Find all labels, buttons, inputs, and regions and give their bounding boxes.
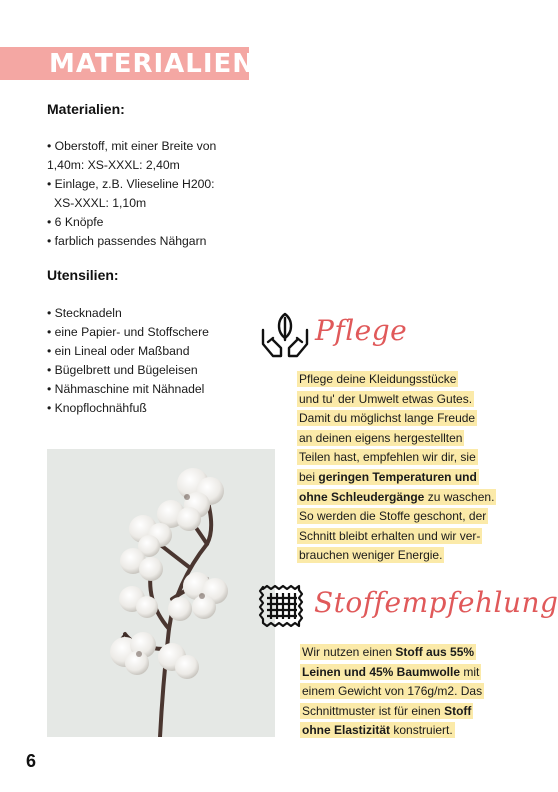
fabric-emphasis: ohne Elastizität (302, 723, 391, 738)
fabric-swatch-icon (257, 581, 307, 636)
materials-item: • farblich passendes Nähgarn (47, 234, 207, 248)
page-number: 6 (26, 751, 37, 771)
care-emphasis: ohne Schleudergänge (299, 489, 425, 504)
fabric-line (300, 644, 476, 660)
fabric-text: Schnittmuster ist für einen (302, 703, 445, 718)
tools-item: • Knopflochnähfuß (47, 401, 147, 415)
materials-heading: Materialien: (47, 101, 125, 117)
materials-item: • 6 Knöpfe (47, 215, 104, 229)
fabric-emphasis: Stoff aus 55% (395, 645, 475, 659)
fabric-paragraph (300, 643, 484, 741)
fabric-line (300, 722, 455, 738)
materials-item: 1,40m: XS-XXXL: 2,40m (47, 158, 180, 172)
materials-list (47, 137, 216, 251)
care-line: brauchen weniger Energie. (299, 548, 443, 563)
fabric-line (300, 703, 473, 719)
tools-item: • Bügelbrett und Bügeleisen (47, 363, 198, 377)
care-line: Pflege deine Kleidungsstücke (299, 372, 457, 386)
care-line: an deinen eigens hergestellten (299, 430, 463, 445)
fabric-text: konstruiert. (390, 723, 453, 738)
fabric-line (300, 664, 481, 680)
tools-item: • ein Lineal oder Maßband (47, 344, 190, 358)
care-line: So werden die Stoffe geschont, der (299, 509, 487, 524)
page-title: MATERIALIEN (49, 49, 256, 79)
care-text: bei (299, 469, 319, 484)
care-line: Damit du möglichst lange Freude (299, 411, 476, 426)
materials-item: • Einlage, z.B. Vlieseline H200: (47, 177, 215, 191)
tools-heading: Utensilien: (47, 267, 119, 283)
care-title: Pflege (315, 314, 408, 347)
tools-list (47, 304, 209, 418)
care-line (297, 469, 479, 485)
cotton-branch-photo (47, 449, 275, 737)
tools-item: • Nähmaschine mit Nähnadel (47, 382, 205, 396)
care-paragraph (297, 370, 496, 566)
materials-item: XS-XXXL: 1,10m (54, 196, 147, 210)
care-line: und tu' der Umwelt etwas Gutes. (299, 391, 473, 406)
fabric-title: Stoffempfehlung (314, 586, 558, 619)
care-line: Teilen hast, empfehlen wir dir, sie (299, 450, 476, 465)
care-line: Schnitt bleibt erhalten und wir ver- (299, 528, 481, 543)
tools-item: • eine Papier- und Stoffschere (47, 325, 209, 339)
fabric-emphasis: Leinen und 45% Baumwolle (302, 664, 461, 679)
fabric-text: mit (460, 664, 480, 679)
materials-item: • Oberstoff, mit einer Breite von (47, 139, 217, 153)
tools-item: • Stecknadeln (47, 306, 122, 320)
fabric-emphasis: Stoff (444, 703, 472, 718)
care-text: zu waschen. (424, 489, 495, 504)
hands-leaf-icon (259, 310, 311, 367)
care-emphasis: geringen Temperaturen und (318, 469, 477, 484)
fabric-text: Wir nutzen einen (302, 645, 396, 659)
care-line (297, 489, 496, 505)
fabric-line: einem Gewicht von 176g/m2. Das (302, 684, 483, 699)
